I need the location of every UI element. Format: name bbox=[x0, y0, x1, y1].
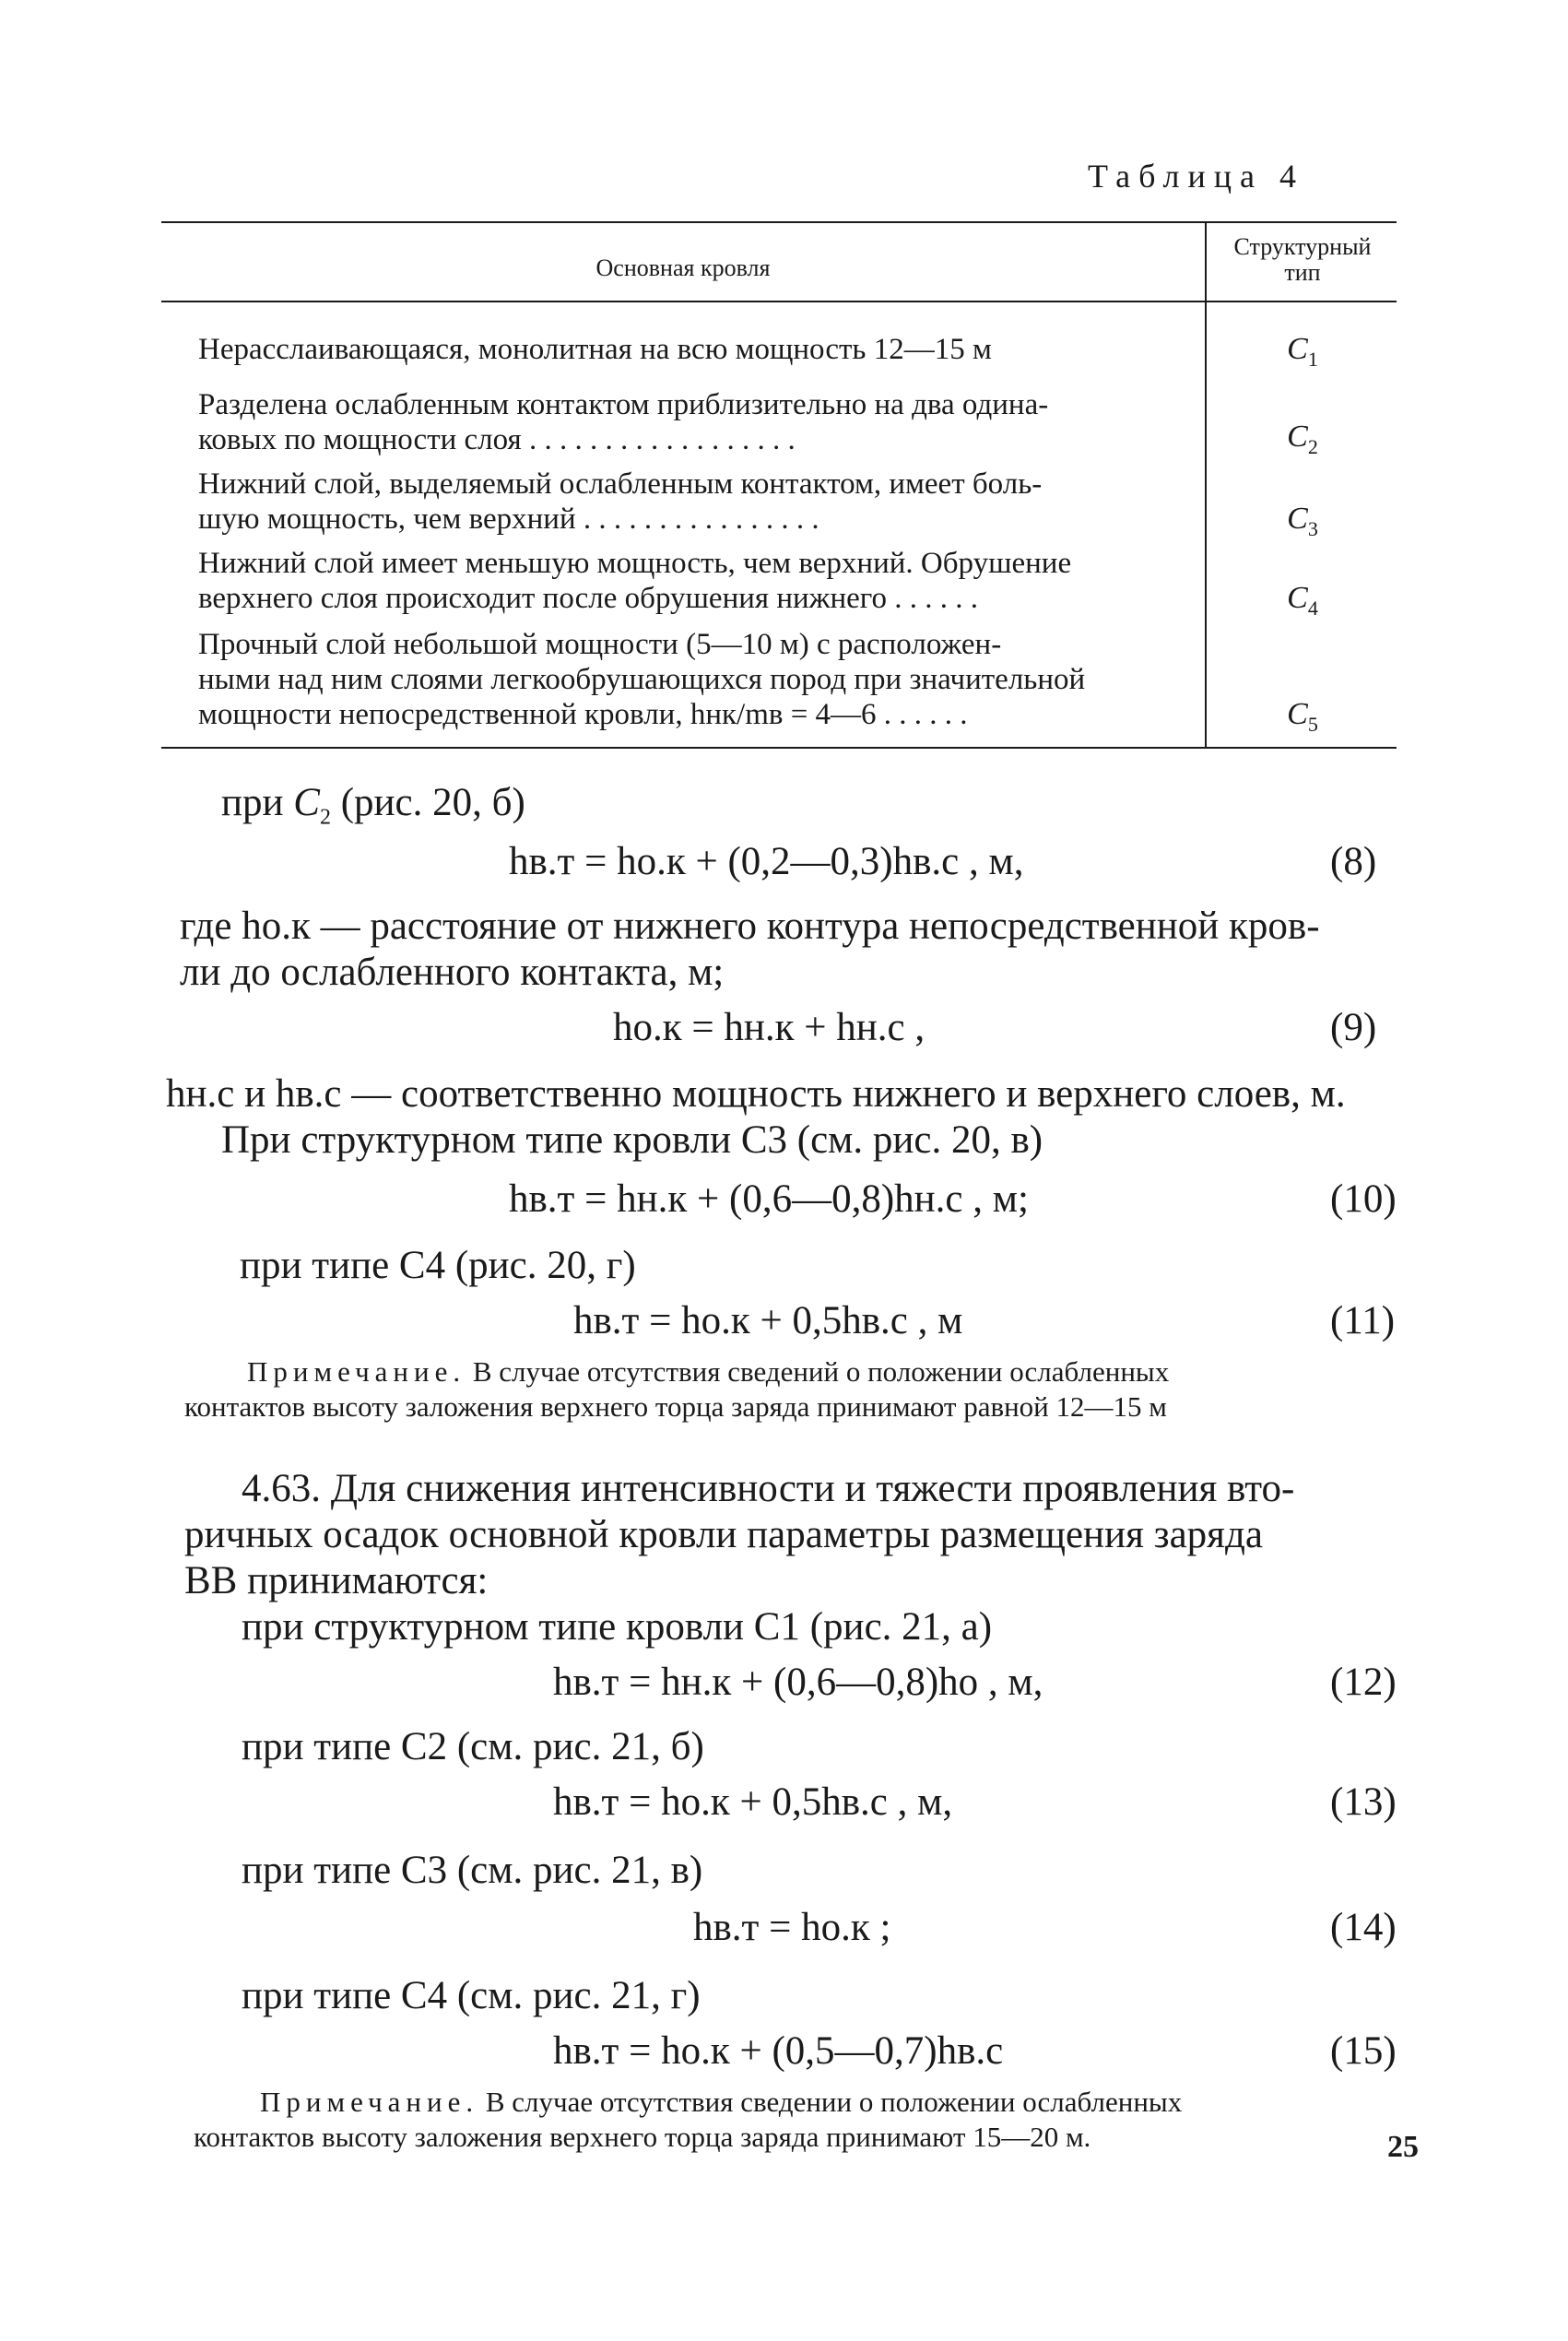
row-text: Нерасслаивающаяся, монолитная на всю мощность 12—15 м bbox=[198, 333, 992, 366]
equation-9: hо.к = hн.к + hн.с , bbox=[613, 1006, 925, 1049]
table-row bbox=[198, 387, 1194, 457]
equation-10: hв.т = hн.к + (0,6—0,8)hн.с , м; bbox=[509, 1177, 1029, 1221]
equation-12-number: (12) bbox=[1330, 1661, 1397, 1704]
clause-c1b: при структурном типе кровли C1 (рис. 21, а) bbox=[242, 1605, 993, 1649]
clause-c2: при $C_2$ (рис. 20, б) bbox=[221, 781, 525, 830]
where-line-1: где hо.к — расстояние от нижнего контура непосредственной кров- bbox=[180, 904, 1320, 948]
clause-c2b: при типе C2 (см. рис. 21, б) bbox=[242, 1725, 704, 1768]
table-column-divider bbox=[1205, 221, 1207, 747]
row-type: $C_1$ bbox=[1287, 332, 1318, 371]
page-number: 25 bbox=[1387, 2130, 1419, 2164]
note-2-line-2: контактов высоту заложения верхнего торца заряда принимают 15—20 м. bbox=[194, 2121, 1091, 2153]
table-caption: Таблица 4 bbox=[1088, 158, 1304, 195]
note-1-line-1: Примечание. В случае отсутствия сведений о положении ослабленных bbox=[247, 1355, 1170, 1388]
row-type: $C_5$ bbox=[1287, 697, 1318, 736]
header-structural-type bbox=[1208, 234, 1397, 286]
equation-11: hв.т = hо.к + 0,5hв.с , м bbox=[573, 1299, 963, 1342]
equation-11-number: (11) bbox=[1330, 1299, 1396, 1342]
equation-9-number: (9) bbox=[1330, 1006, 1377, 1049]
table-row bbox=[198, 467, 1194, 537]
equation-13-number: (13) bbox=[1330, 1780, 1397, 1824]
equation-14-number: (14) bbox=[1330, 1906, 1397, 1949]
respectively-line: hн.с и hв.с — соответственно мощность нижнего и верхнего слоев, м. bbox=[166, 1072, 1346, 1116]
table-row bbox=[198, 546, 1194, 616]
section-4-63-line-2: ричных осадок основной кровли параметры размещения заряда bbox=[184, 1513, 1263, 1556]
where-line-2: ли до ослабленного контакта, м; bbox=[180, 951, 725, 994]
table-top-rule bbox=[161, 221, 1397, 223]
row-text: Нижний слой имеет меньшую мощность, чем верхний. Обрушение bbox=[198, 547, 1072, 580]
table-row bbox=[198, 332, 1194, 367]
table-header-rule bbox=[161, 301, 1397, 302]
equation-10-number: (10) bbox=[1330, 1177, 1397, 1221]
note-1-label: Примечание. bbox=[247, 1355, 466, 1388]
note-1-line-2: контактов высоту заложения верхнего торца заряда принимают равной 12—15 м bbox=[184, 1390, 1167, 1423]
roof-type-table bbox=[161, 221, 1397, 747]
row-text: мощности непосредственной кровли, hнк/mв = 4—6 . . . . . . bbox=[198, 698, 968, 731]
header-main-roof: Основная кровля bbox=[595, 254, 771, 281]
equation-8: hв.т = hо.к + (0,2—0,3)hв.с , м, bbox=[509, 840, 1024, 883]
note-2-label: Примечание. bbox=[260, 2086, 479, 2118]
header-type-line2: тип bbox=[1284, 259, 1321, 286]
row-text: шую мощность, чем верхний . . . . . . . . . . . . . . . . bbox=[198, 502, 819, 536]
row-text: Прочный слой небольшой мощности (5—10 м) с расположен- bbox=[198, 628, 1002, 661]
header-type-line1: Структурный bbox=[1233, 233, 1372, 260]
equation-8-number: (8) bbox=[1330, 840, 1377, 883]
clause-c4b: при типе C4 (см. рис. 21, г) bbox=[242, 1974, 701, 2017]
equation-13: hв.т = hо.к + 0,5hв.с , м, bbox=[553, 1780, 953, 1824]
table-row bbox=[198, 627, 1194, 732]
row-text: Разделена ослабленным контактом приблизительно на два одина- bbox=[198, 388, 1049, 421]
note-2-line-1: Примечание. В случае отсутствия сведении о положении ослабленных bbox=[260, 2086, 1183, 2118]
section-4-63-line-3: ВВ принимаются: bbox=[184, 1559, 489, 1602]
equation-14: hв.т = hо.к ; bbox=[693, 1906, 891, 1949]
table-bottom-rule bbox=[161, 747, 1397, 749]
row-type: $C_2$ bbox=[1287, 420, 1318, 458]
row-text: верхнего слоя происходит после обрушения нижнего . . . . . . bbox=[198, 582, 978, 615]
equation-15: hв.т = hо.к + (0,5—0,7)hв.с bbox=[553, 2029, 1004, 2073]
section-4-63-line-1: 4.63. Для снижения интенсивности и тяжести проявления вто- bbox=[242, 1467, 1295, 1510]
row-type: $C_3$ bbox=[1287, 502, 1318, 540]
equation-12: hв.т = hн.к + (0,6—0,8)hо , м, bbox=[553, 1661, 1043, 1704]
row-text: ными над ним слоями легкообрушающихся пород при значительной bbox=[198, 663, 1086, 696]
clause-c3: При структурном типе кровли C3 (см. рис. 20, в) bbox=[221, 1118, 1043, 1162]
row-text: ковых по мощности слоя . . . . . . . . . . . . . . . . . . bbox=[198, 423, 796, 456]
row-type: $C_4$ bbox=[1287, 581, 1318, 620]
clause-c3b: при типе C3 (см. рис. 21, в) bbox=[242, 1849, 703, 1892]
equation-15-number: (15) bbox=[1330, 2029, 1397, 2073]
clause-c4: при типе C4 (рис. 20, г) bbox=[240, 1244, 636, 1287]
row-text: Нижний слой, выделяемый ослабленным контактом, имеет боль- bbox=[198, 467, 1043, 501]
